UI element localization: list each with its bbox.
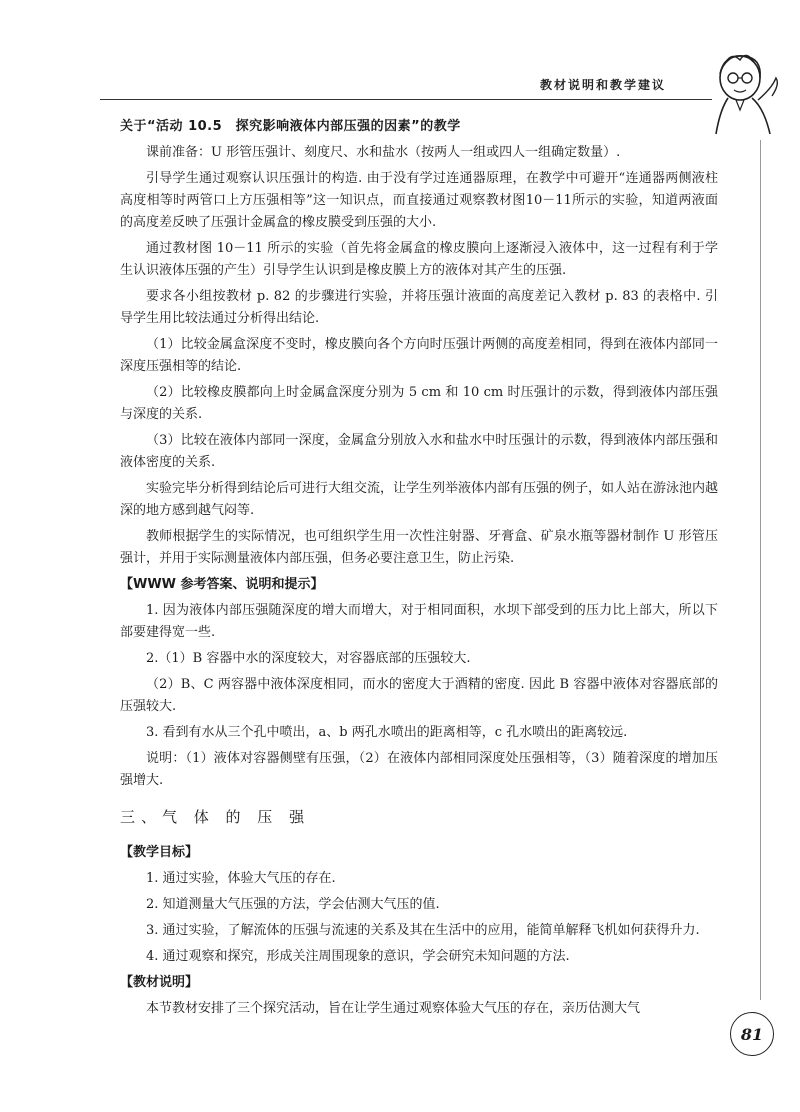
goal-item: 3. 通过实验，了解流体的压强与流速的关系及其在生活中的应用，能简单解释飞机如何获得升力. bbox=[146, 923, 700, 938]
main-content bbox=[120, 116, 718, 1024]
goal-item: 2. 知道测量大气压强的方法，学会估测大气压的值. bbox=[146, 897, 440, 912]
paragraph: 本节教材安排了三个探究活动，旨在让学生通过观察体验大气压的存在，亲历估测大气 bbox=[146, 1001, 641, 1016]
goal-item: 4. 通过观察和探究，形成关注周围现象的意识，学会研究未知问题的方法. bbox=[146, 949, 570, 964]
answer-item: 3. 看到有水从三个孔中喷出，a、b 两孔水喷出的距离相等，c 孔水喷出的距离较远. bbox=[146, 725, 628, 740]
answer-item: （2）B、C 两容器中液体深度相同，而水的密度大于酒精的密度. 因此 B 容器中液体对容器底部的压强较大. bbox=[120, 677, 718, 714]
paragraph: （2）比较橡皮膜都向上时金属盒深度分别为 5 cm 和 10 cm 时压强计的示数，得到液体内部压强与深度的关系. bbox=[120, 385, 718, 422]
cartoon-teacher-icon bbox=[706, 48, 786, 138]
paragraph: 通过教材图 10－11 所示的实验（首先将金属盒的橡皮膜向上逐渐浸入液体中，这一过程有利于学生认识液体压强的产生）引导学生认识到是橡皮膜上方的液体对其产生的压强. bbox=[120, 241, 718, 278]
paragraph: （3）比较在液体内部同一深度，金属盒分别放入水和盐水中时压强计的示数，得到液体内部压强和液体密度的关系. bbox=[120, 433, 718, 470]
goals-heading: 【教学目标】 bbox=[120, 845, 199, 860]
page-number: 81 bbox=[730, 1012, 774, 1056]
answer-item: 2.（1）B 容器中水的深度较大，对容器底部的压强较大. bbox=[146, 651, 471, 666]
paragraph: （1）比较金属盒深度不变时，橡皮膜向各个方向时压强计两侧的高度差相同，得到在液体内部同一深度压强相等的结论. bbox=[120, 337, 718, 374]
header-rule bbox=[100, 99, 712, 100]
paragraph: 引导学生通过观察认识压强计的构造. 由于没有学过连通器原理，在教学中可避开“连通器两侧液柱高度相等时两管口上方压强相等”这一知识点，而直接通过观察教材图10－11所示的实验，知道两液面的高度差反映了压强计金属盒的橡皮膜受到压强的大小. bbox=[120, 171, 718, 230]
paragraph: 要求各小组按教材 p. 82 的步骤进行实验，并将压强计液面的高度差记入教材 p. 83 的表格中. 引导学生用比较法通过分析得出结论. bbox=[120, 289, 718, 326]
activity-title: 关于“活动 10.5 探究影响液体内部压强的因素”的教学 bbox=[120, 119, 461, 134]
answer-item: 说明：（1）液体对容器侧壁有压强，（2）在液体内部相同深度处压强相等，（3）随着深度的增加压强增大. bbox=[120, 751, 718, 788]
margin-rule bbox=[760, 140, 761, 1000]
paragraph: 实验完毕分析得到结论后可进行大组交流，让学生列举液体内部有压强的例子，如人站在游泳池内越深的地方感到越气闷等. bbox=[120, 481, 719, 518]
paragraph: 课前准备：U 形管压强计、刻度尺、水和盐水（按两人一组或四人一组确定数量）. bbox=[146, 145, 621, 160]
section-title: 三、气 体 的 压 强 bbox=[120, 808, 311, 826]
goal-item: 1. 通过实验，体验大气压的存在. bbox=[146, 871, 336, 886]
running-head: 教材说明和教学建议 bbox=[540, 78, 667, 92]
answer-item: 1. 因为液体内部压强随深度的增大而增大，对于相同面积，水坝下部受到的压力比上部大，所以下部要建得宽一些. bbox=[120, 603, 718, 640]
material-heading: 【教材说明】 bbox=[120, 975, 199, 990]
paragraph: 教师根据学生的实际情况，也可组织学生用一次性注射器、牙膏盒、矿泉水瓶等器材制作 U 形管压强计，并用于实际测量液体内部压强，但务必要注意卫生，防止污染. bbox=[120, 529, 718, 566]
www-heading: 【WWW 参考答案、说明和提示】 bbox=[120, 577, 324, 592]
